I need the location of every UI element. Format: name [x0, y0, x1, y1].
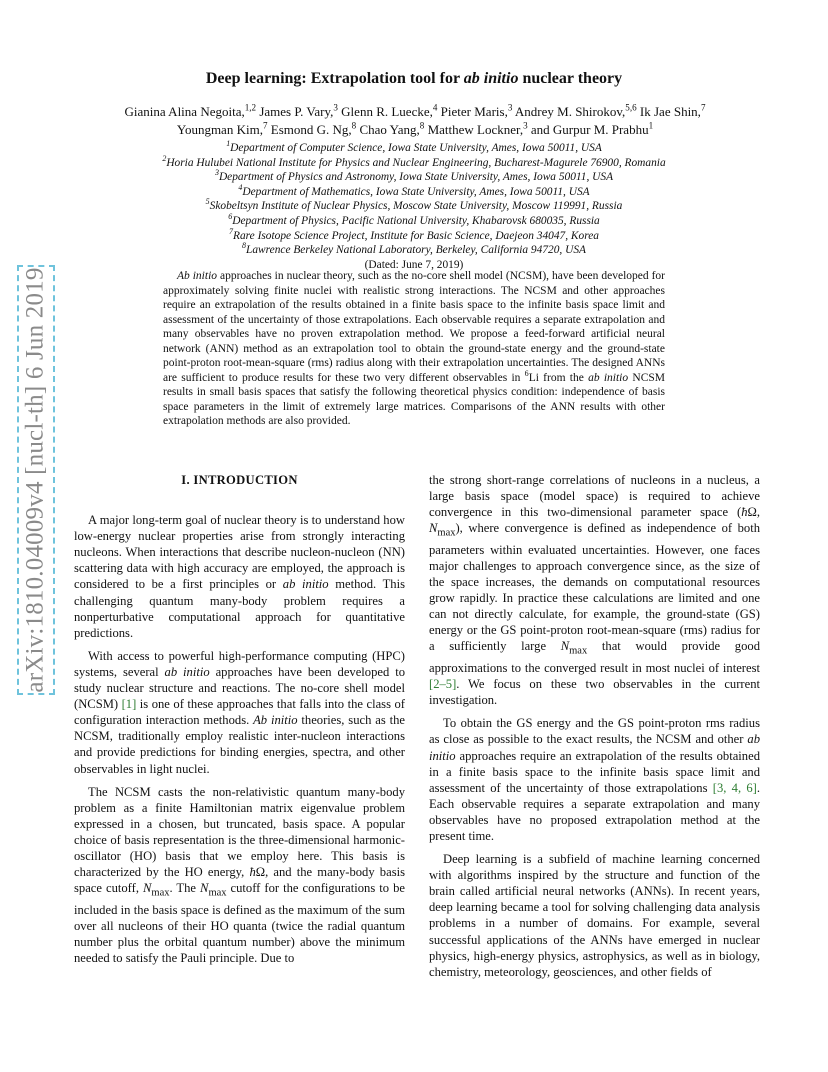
- affiliation: $^4$Department of Mathematics, Iowa State University, Ames, Iowa 50011, USA: [238, 182, 590, 198]
- citation-link[interactable]: [1]: [121, 697, 137, 712]
- affiliation: $^2$Horia Hulubei National Institute for Physics and Nuclear Engineering, Bucharest-Magurele 76900, Romania: [162, 153, 666, 169]
- affiliation: $^7$Rare Isotope Science Project, Institute for Basic Science, Daejeon 34047, Korea: [229, 226, 599, 242]
- paragraph: With access to powerful high-performance computing (HPC) systems, several ab initio approaches have been developed to study nuclear structure and reactions. The no-core shell model (NCSM) [1] is one of these approaches that falls into the class of configuration interaction methods. Ab initio theories, such as the NCSM, traditionally employ realistic inter-nucleon interactions and provide predictions for binding energies, spectra, and other observables in light nuclei.: [74, 648, 405, 776]
- arxiv-stamp[interactable]: [17, 265, 55, 695]
- author-list: Gianina Alina Negoita,$^{1,2}$ James P. Vary,$^3$ Glenn R. Luecke,$^4$ Pieter Maris,$^3$ Andrey M. Shirokov,$^{5,6}$ Ik Jae Shin,$^7$ Youngman Kim,$^7$ Esmond G. Ng,$^8$ Chao Yang,$^8$ Matthew Lockner,$^3$ and Gurpur M. Prabhu$^1$: [124, 102, 706, 137]
- abstract: Ab initio approaches in nuclear theory, such as the no-core shell model (NCSM), have been developed for approximately solving finite nuclei with realistic strong interactions. The NCSM and other approaches require an extrapolation of the results obtained in a finite basis space to the infinite basis space limit and assessment of the uncertainty of those extrapolations. Each observable requires a separate extrapolation and many observables have no proven extrapolation method. We propose a feed-forward artificial neural network (ANN) method as an extrapolation tool to obtain the ground-state energy and the ground-state point-proton root-mean-square (rms) radius along with their extrapolation uncertainties. The designed ANNs are sufficient to produce results for these two very different observables in $^6$Li from the ab initio NCSM results in small basis spaces that satisfy the following theoretical physics condition: independence of basis space parameters in the limit of extremely large matrices. Comparisons of the ANN results with other extrapolation methods are also provided.: [163, 270, 665, 427]
- left-column: [74, 472, 405, 966]
- paper-title: Deep learning: Extrapolation tool for ab initio nuclear theory: [205, 70, 623, 87]
- citation-link[interactable]: [2–5]: [429, 677, 457, 692]
- paragraph: the strong short-range correlations of nucleons in a nucleus, a large basis space (model space) is required to achieve convergence in this two-dimensional parameter space (ħΩ, $N_{max}$), where convergence is defined as independence of both parameters within evaluated uncertainties. However, one faces major challenges to approach convergence since, as the size of the space increases, the demands on computational resources grow rapidly. In practice these calculations are limited and one can not directly calculate, for example, the ground-state (GS) energy or the GS point-proton root-mean-square (rms) radius for a sufficiently large $N_{max}$ that would provide good approximations to the converged result in most nuclei of interest [2–5]. We focus on these two observables in the current investigation.: [429, 473, 760, 708]
- affiliation: $^1$Department of Computer Science, Iowa State University, Ames, Iowa 50011, USA: [226, 139, 602, 154]
- affiliation: $^8$Lawrence Berkeley National Laboratory, Berkeley, California 94720, USA: [242, 241, 586, 257]
- paragraph: Deep learning is a subfield of machine learning concerned with algorithms inspired by the structure and function of the brain called artificial neural networks (ANNs). In recent years, deep learning became a tool for solving challenging data analysis problems in a number of domains. For example, several successful applications of the ANNs have emerged in nuclear physics, high-energy physics, astrophysics, as well as in biology, chemistry, meteorology, geosciences, and other fields of: [429, 852, 760, 979]
- paragraph: To obtain the GS energy and the GS point-proton rms radius as close as possible to the exact results, the NCSM and other ab initio approaches require an extrapolation of the results obtained in a finite basis space to the infinite basis space limit and assessment of the uncertainty of those extrapolations [3, 4, 6]. Each observable requires a separate extrapolation and many observables have no proposed extrapolation method at the present time.: [429, 716, 761, 843]
- affiliation: $^6$Department of Physics, Pacific National University, Khabarovsk 680035, Russia: [228, 212, 600, 227]
- affiliation: $^5$Skobeltsyn Institute of Nuclear Physics, Moscow State University, Moscow 119991, Russia: [205, 197, 623, 213]
- paragraph: A major long-term goal of nuclear theory is to understand how low-energy nuclear properties arise from strongly interacting nucleons. When interactions that describe nucleon-nucleon (NN) scattering data with high accuracy are employed, the approach is considered to be a first principles or ab initio method. This challenging quantum many-body problem requires a nonperturbative computational approach for quantitative predictions.: [74, 513, 405, 640]
- arxiv-stamp-text: arXiv:1810.04009v4 [nucl-th] 6 Jun 2019: [22, 267, 49, 693]
- affiliation-list: [80, 141, 748, 272]
- dated-line: (Dated: June 7, 2019): [364, 258, 464, 271]
- section-heading: I. INTRODUCTION: [181, 473, 298, 487]
- paragraph: The NCSM casts the non-relativistic quantum many-body problem as a finite Hamiltonian matrix eigenvalue problem expressed in a chosen, but truncated, basis space. A popular choice of basis representation is the three-dimensional harmonic-oscillator (HO) basis that we employ here. This basis is characterized by the HO energy, ħΩ, and the many-body basis space cutoff, $N_{max}$. The $N_{max}$ cutoff for the configurations to be included in the basis space is defined as the maximum of the sum over all nucleons of their HO quanta (twice the radial quantum number plus the orbital quantum number) above the minimum needed to satisfy the Pauli principle. Due to: [74, 784, 405, 966]
- affiliation: $^3$Department of Physics and Astronomy, Iowa State University, Ames, Iowa 50011, USA: [214, 168, 614, 184]
- citation-link[interactable]: [3, 4, 6]: [712, 780, 757, 795]
- right-column: [429, 472, 760, 980]
